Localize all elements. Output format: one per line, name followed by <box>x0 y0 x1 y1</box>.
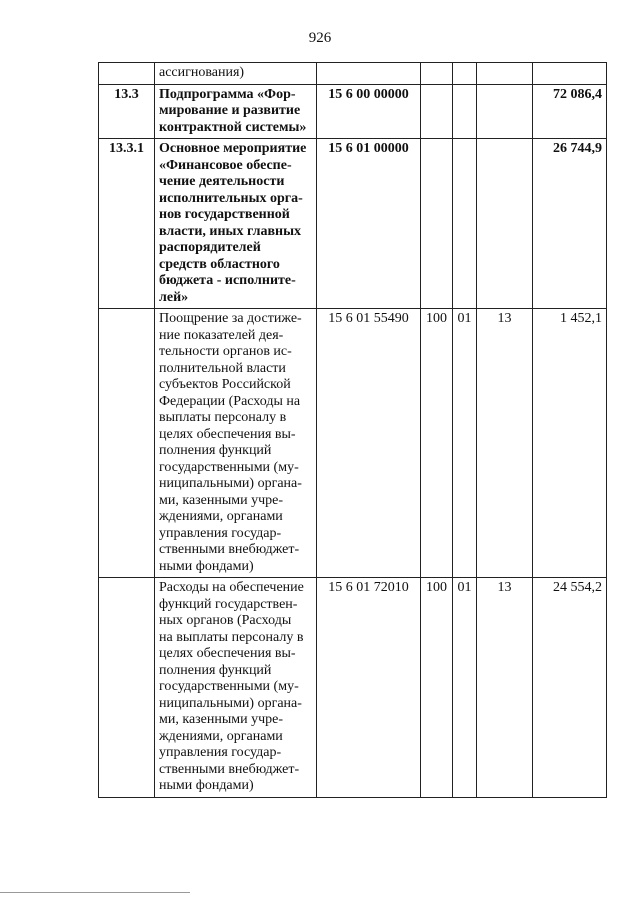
target-article-cell: 15 6 00 00000 <box>317 84 421 139</box>
section-cell: 01 <box>453 578 477 798</box>
target-article-cell: 15 6 01 72010 <box>317 578 421 798</box>
table-row <box>99 139 607 309</box>
section-cell <box>453 63 477 85</box>
row-name-cell: Основное мероприятие «Финансовое обеспе- чение деятельности исполнительных орга- нов государственной власти, иных главных распорядителей средств областного бюджета - исполните- лей» <box>155 139 317 309</box>
budget-table <box>98 62 607 798</box>
row-number-cell: 13.3 <box>99 84 155 139</box>
subsection-cell <box>477 84 533 139</box>
expense-type-cell <box>421 84 453 139</box>
amount-cell: 26 744,9 <box>533 139 607 309</box>
target-article-cell: 15 6 01 00000 <box>317 139 421 309</box>
subsection-cell: 13 <box>477 578 533 798</box>
row-number-cell <box>99 578 155 798</box>
table-row <box>99 578 607 798</box>
target-article-cell: 15 6 01 55490 <box>317 309 421 578</box>
row-number-cell <box>99 63 155 85</box>
amount-cell <box>533 63 607 85</box>
row-name-cell: Расходы на обеспечение функций государствен- ных органов (Расходы на выплаты персоналу в целях обеспечения вы- полнения функций государственными (му- ниципальными) органа- ми, казенными учре- ждениями, органами управления государ- ственными внебюджет- ными фондами) <box>155 578 317 798</box>
table-row <box>99 63 607 85</box>
row-name-cell: Поощрение за достиже- ние показателей дея- тельности органов ис- полнительной власти субъектов Российской Федерации (Расходы на выплаты персоналу в целях обеспечения вы- полнения функций государственными (му- ниципальными) органа- ми, казенными учре- ждениями, органами управления государ- ственными внебюджет- ными фондами) <box>155 309 317 578</box>
row-name-cell: ассигнования) <box>155 63 317 85</box>
subsection-cell: 13 <box>477 309 533 578</box>
subsection-cell <box>477 63 533 85</box>
expense-type-cell <box>421 63 453 85</box>
row-number-cell <box>99 309 155 578</box>
target-article-cell <box>317 63 421 85</box>
table-body <box>99 63 607 798</box>
section-cell: 01 <box>453 309 477 578</box>
footer-rule <box>0 892 190 893</box>
table-row <box>99 309 607 578</box>
row-name-cell: Подпрограмма «Фор- мирование и развитие контрактной системы» <box>155 84 317 139</box>
section-cell <box>453 139 477 309</box>
row-number-cell: 13.3.1 <box>99 139 155 309</box>
expense-type-cell: 100 <box>421 309 453 578</box>
amount-cell: 24 554,2 <box>533 578 607 798</box>
section-cell <box>453 84 477 139</box>
table-row <box>99 84 607 139</box>
expense-type-cell <box>421 139 453 309</box>
subsection-cell <box>477 139 533 309</box>
amount-cell: 1 452,1 <box>533 309 607 578</box>
page-number: 926 <box>308 30 332 46</box>
expense-type-cell: 100 <box>421 578 453 798</box>
amount-cell: 72 086,4 <box>533 84 607 139</box>
